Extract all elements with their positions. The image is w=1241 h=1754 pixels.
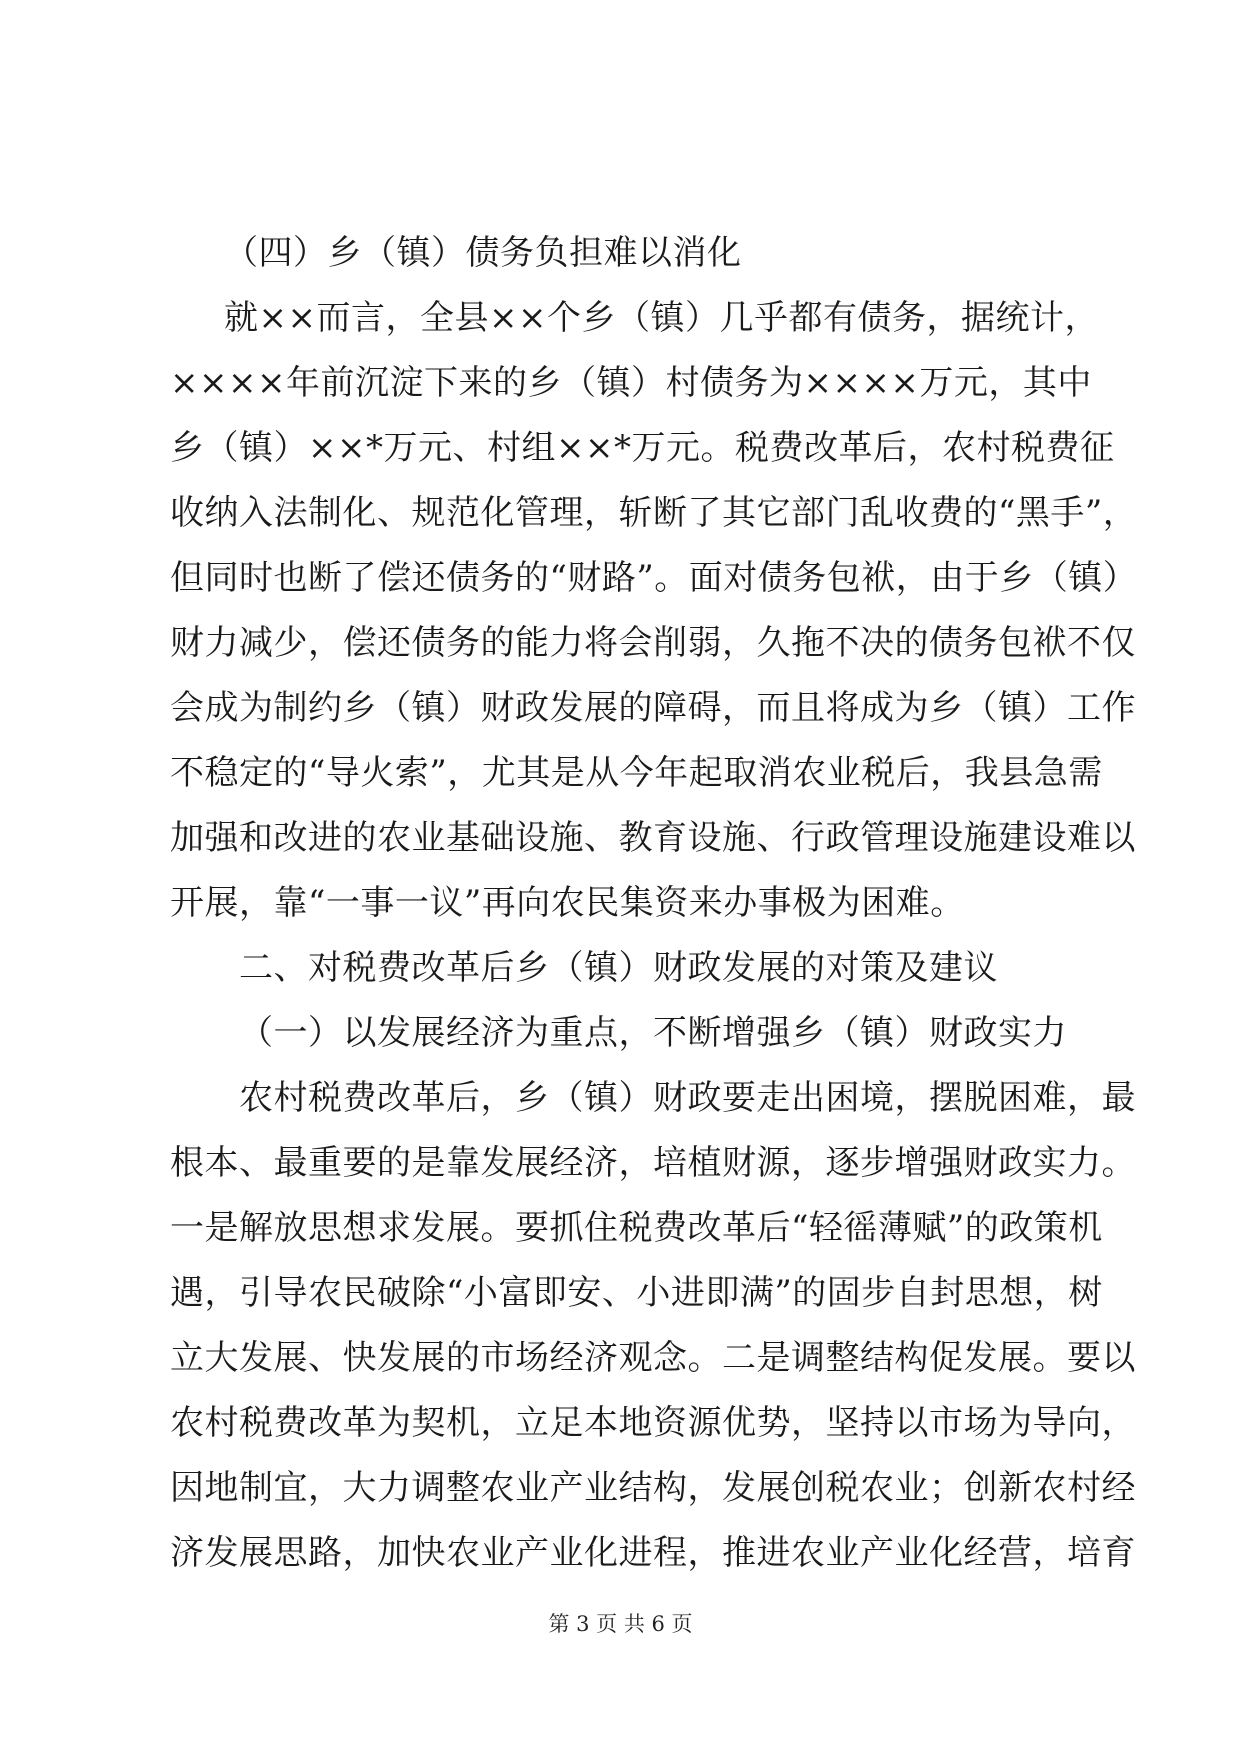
paragraph-line: ××××年前沉淀下来的乡（镇）村债务为××××万元，其中 <box>170 363 1092 403</box>
paragraph-line: 会成为制约乡（镇）财政发展的障碍，而且将成为乡（镇）工作 <box>170 688 1136 728</box>
paragraph-line: 就××而言，全县××个乡（镇）几乎都有债务，据统计， <box>224 298 1099 338</box>
paragraph-line: 济发展思路，加快农业产业化进程，推进农业产业化经营，培育 <box>170 1533 1136 1573</box>
paragraph-line: 但同时也断了偿还债务的“财路”。面对债务包袱，由于乡（镇） <box>170 558 1138 598</box>
paragraph-line: 一是解放思想求发展。要抓住税费改革后“轻徭薄赋”的政策机 <box>170 1208 1103 1248</box>
paragraph-line: 收纳入法制化、规范化管理，斩断了其它部门乱收费的“黑手”， <box>170 493 1138 533</box>
section-heading: 二、对税费改革后乡（镇）财政发展的对策及建议 <box>239 948 998 988</box>
paragraph-line: 财力减少，偿还债务的能力将会削弱，久拖不决的债务包袱不仅 <box>170 623 1136 663</box>
paragraph-line: 加强和改进的农业基础设施、教育设施、行政管理设施建设难以 <box>170 818 1136 858</box>
paragraph-line: 不稳定的“导火索”，尤其是从今年起取消农业税后，我县急需 <box>170 753 1103 793</box>
paragraph-line: 农村税费改革为契机，立足本地资源优势，坚持以市场为导向， <box>170 1403 1136 1443</box>
paragraph-line: 乡（镇）××*万元、村组××*万元。税费改革后，农村税费征 <box>170 428 1115 468</box>
paragraph-line: 遇，引导农民破除“小富即安、小进即满”的固步自封思想，树 <box>170 1273 1103 1313</box>
paragraph-line: 开展，靠“一事一议”再向农民集资来办事极为困难。 <box>170 883 965 923</box>
paragraph-line: 因地制宜，大力调整农业产业结构，发展创税农业；创新农村经 <box>170 1468 1136 1508</box>
paragraph-line: 根本、最重要的是靠发展经济，培植财源，逐步增强财政实力。 <box>170 1143 1136 1183</box>
subheading-debt: （四）乡（镇）债务负担难以消化 <box>224 233 742 273</box>
paragraph-line: 农村税费改革后，乡（镇）财政要走出困境，摆脱困难，最 <box>239 1078 1136 1118</box>
paragraph-line: 立大发展、快发展的市场经济观念。二是调整结构促发展。要以 <box>170 1338 1136 1378</box>
subheading-economy: （一）以发展经济为重点，不断增强乡（镇）财政实力 <box>239 1013 1067 1053</box>
page-number-footer: 第 3 页 共 6 页 <box>548 1612 693 1636</box>
